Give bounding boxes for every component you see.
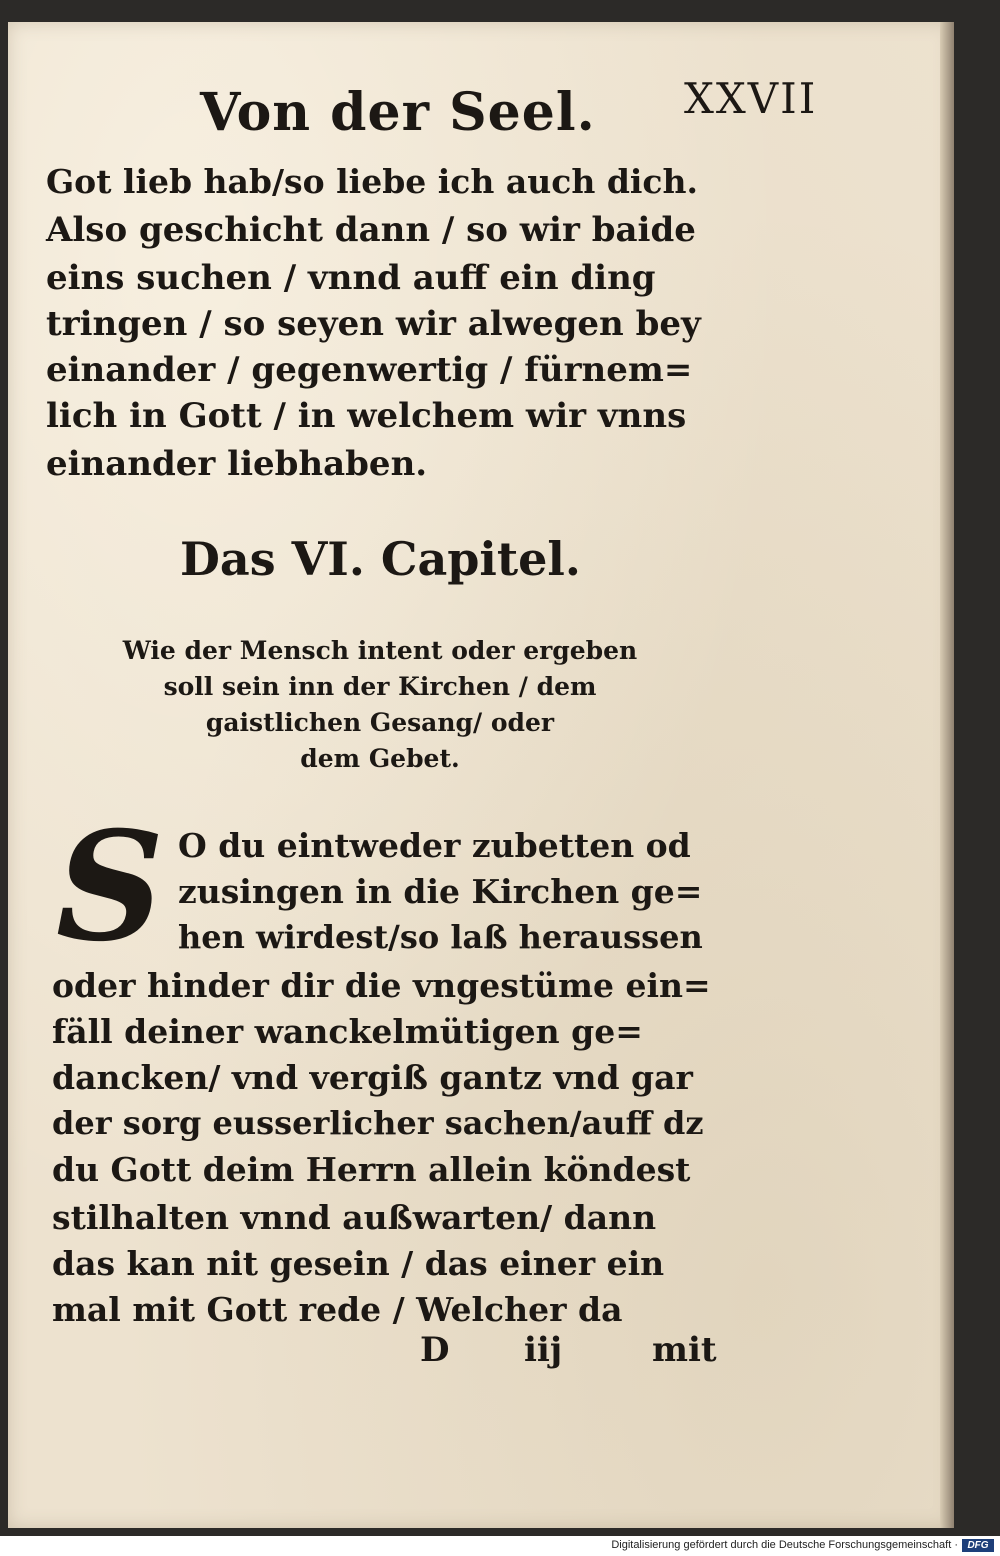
text-line: zusingen in die Kirchen ge=	[178, 872, 703, 911]
chapter-heading: Das VI. Capitel.	[180, 532, 581, 586]
signature-number: iij	[524, 1330, 563, 1370]
summary-line: Wie der Mensch intent oder ergeben	[122, 636, 638, 665]
running-head: Von der Seel.	[200, 82, 596, 143]
text-line: einander liebhaben.	[46, 444, 428, 484]
signature-mark: D	[420, 1330, 450, 1370]
catchword: mit	[652, 1330, 717, 1370]
text-line: oder hinder dir die vngestüme ein=	[52, 966, 711, 1005]
folio-number: XXVII	[684, 74, 818, 123]
signature-line	[0, 1318, 760, 1368]
text-line: eins suchen / vnnd auff ein ding	[46, 258, 656, 298]
summary-line: gaistlichen Gesang/ oder	[205, 708, 555, 737]
text-line: der sorg eusserlicher sachen/auff dz	[52, 1104, 704, 1142]
text-line: fäll deiner wanckelmütigen ge=	[52, 1012, 643, 1051]
text-line: O du eintweder zubetten od	[178, 826, 691, 865]
text-line: mal mit Gott rede / Welcher da	[52, 1290, 623, 1329]
page-edge	[940, 22, 954, 1528]
text-line: du Gott deim Herrn allein köndest	[52, 1150, 691, 1189]
decorated-initial: S	[55, 799, 165, 975]
funding-notice: Digitalisierung gefördert durch die Deutsche Forschungsgemeinschaft ·	[611, 1539, 958, 1551]
text-line: lich in Gott / in welchem wir vnns	[46, 396, 687, 436]
funding-footer	[0, 1536, 1000, 1556]
text-line: das kan nit gesein / das einer ein	[52, 1244, 665, 1283]
summary-line: soll sein inn der Kirchen / dem	[163, 672, 597, 701]
text-line: Also geschicht dann / so wir baide	[46, 210, 696, 250]
text-line: einander / gegenwertig / fürnem=	[46, 350, 693, 390]
text-line: dancken/ vnd vergiß gantz vnd gar	[52, 1058, 693, 1097]
dfg-logo: DFG	[962, 1539, 994, 1552]
text-line: tringen / so seyen wir alwegen bey	[46, 304, 701, 344]
text-line: hen wirdest/so laß heraussen	[178, 918, 703, 956]
text-line: Got lieb hab/so liebe ich auch dich.	[46, 162, 699, 201]
text-line: stilhalten vnnd außwarten/ dann	[52, 1198, 657, 1237]
summary-line: dem Gebet.	[300, 744, 460, 773]
